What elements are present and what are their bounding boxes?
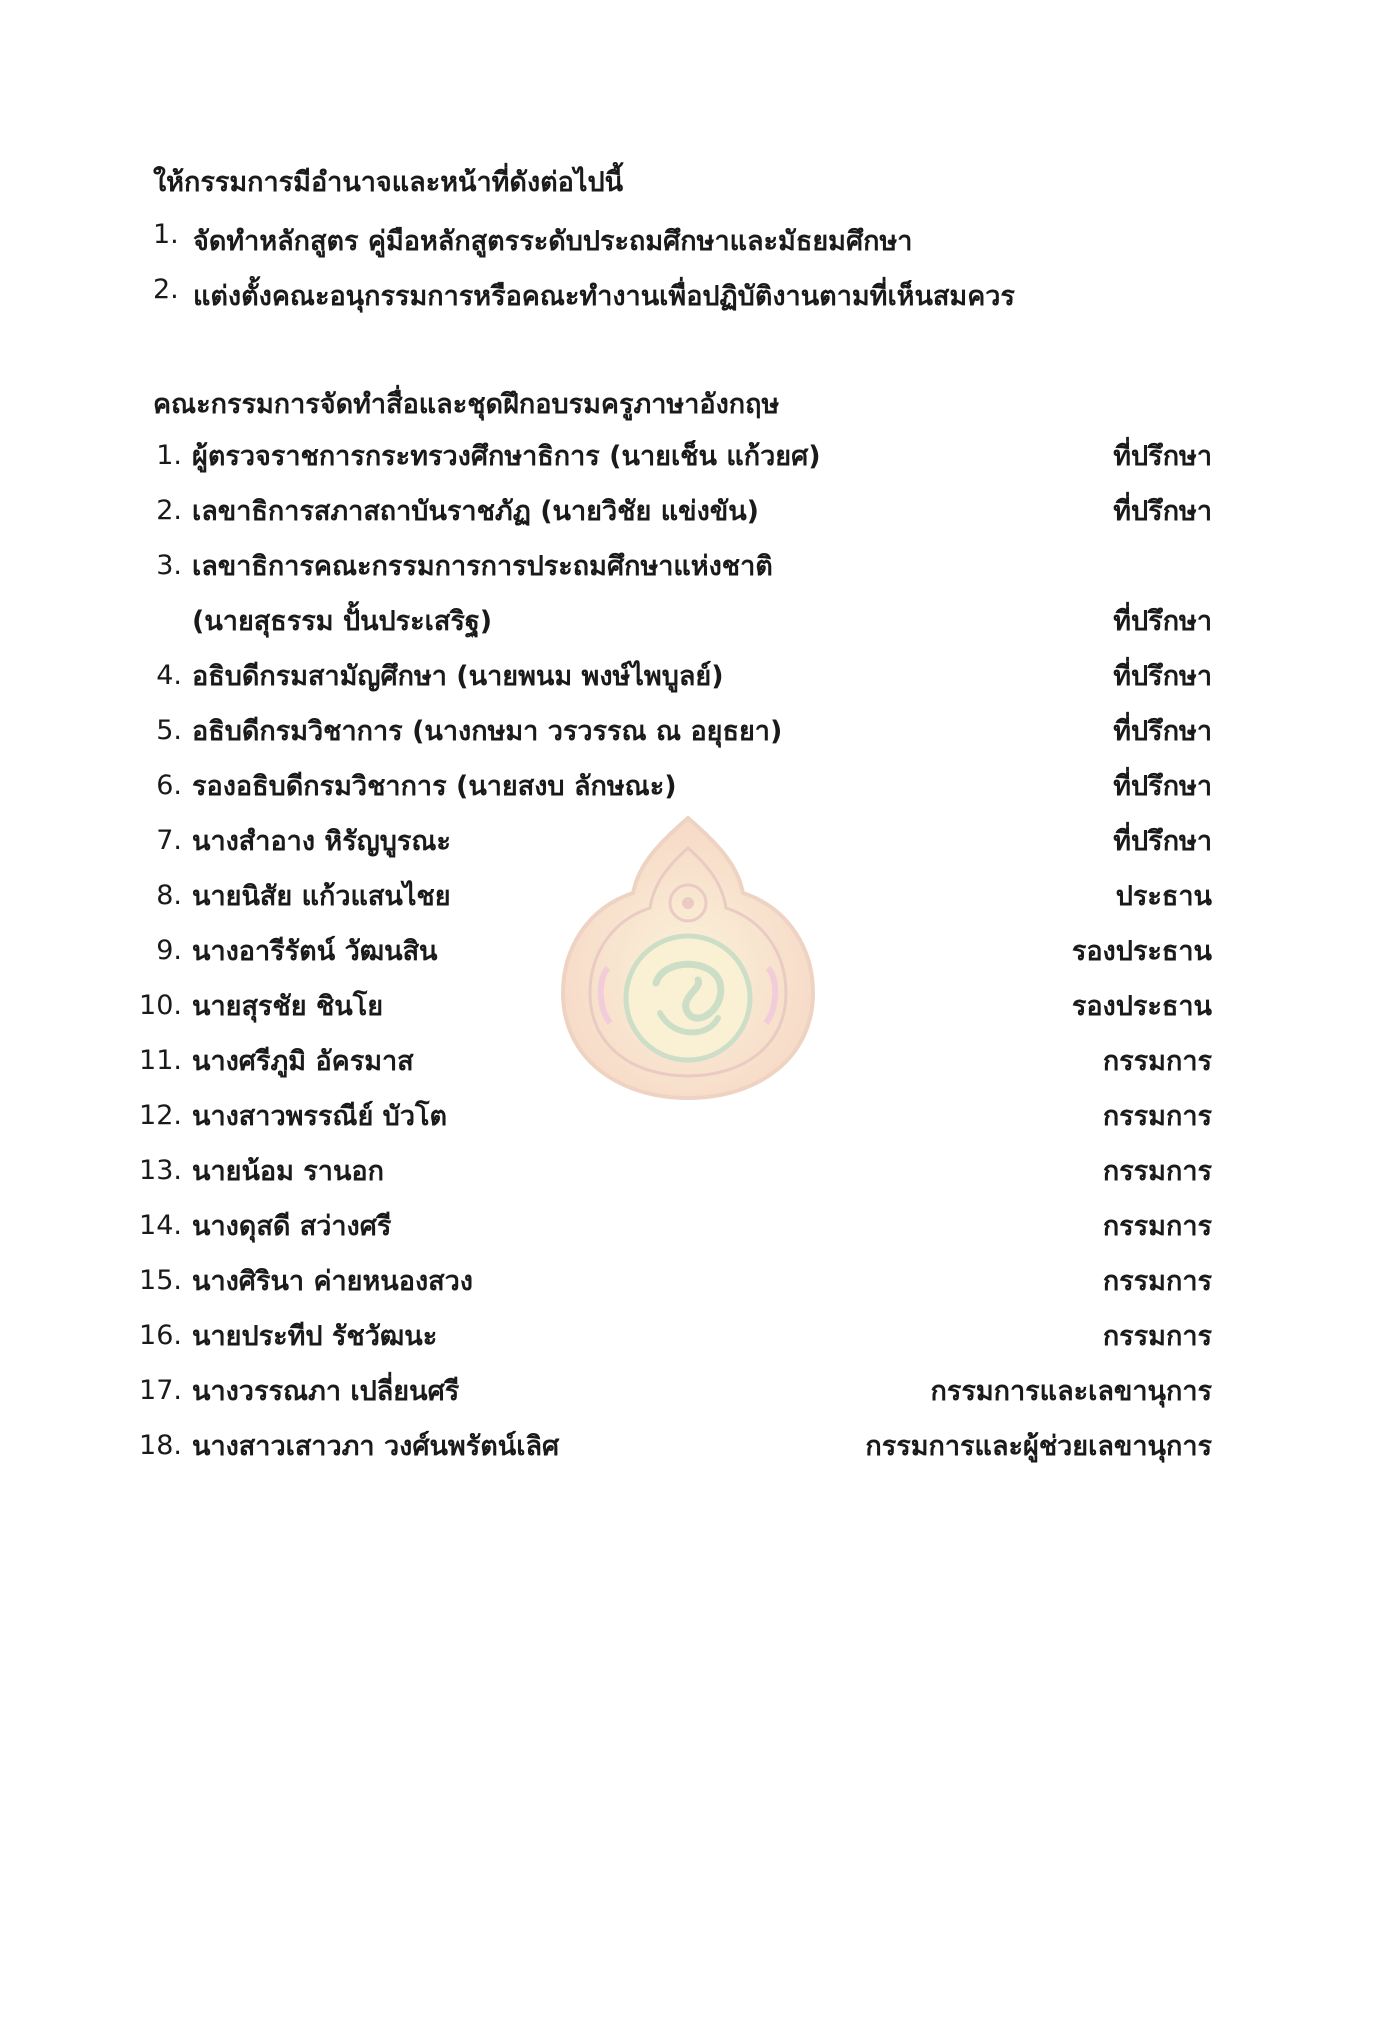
member-row — [130, 1315, 1212, 1355]
member-number: 14. — [139, 1209, 182, 1241]
member-name: อธิบดีกรมสามัญศึกษา (นายพนม พงษ์ไพบูลย์) — [192, 660, 724, 692]
member-role: กรรมการ — [1102, 1320, 1212, 1352]
member-number: 17. — [139, 1374, 182, 1406]
member-number: 9. — [156, 934, 182, 966]
member-name: นางศิรินา ค่ายหนองสวง — [192, 1265, 473, 1297]
member-row — [130, 1150, 1212, 1190]
member-name: นายสุรชัย ชินโย — [192, 990, 384, 1022]
member-number: 3. — [156, 549, 182, 581]
member-row — [130, 655, 1212, 695]
member-name: อธิบดีกรมวิชาการ (นางกษมา วรวรรณ ณ อยุธยา) — [192, 715, 783, 747]
member-role: ที่ปรึกษา — [1113, 715, 1212, 747]
member-role: รองประธาน — [1071, 935, 1212, 967]
member-row — [130, 765, 1212, 805]
member-role: กรรมการและผู้ช่วยเลขานุการ — [865, 1430, 1212, 1462]
member-row — [130, 820, 1212, 860]
member-name: เลขาธิการสภาสถาบันราชภัฏ (นายวิชัย แข่งขัน) — [192, 495, 759, 527]
member-role: ที่ปรึกษา — [1113, 440, 1212, 472]
member-role: ประธาน — [1115, 880, 1212, 912]
member-number: 6. — [156, 769, 182, 801]
member-name: นางสำอาง หิรัญบูรณะ — [192, 825, 451, 857]
member-number: 2. — [156, 494, 182, 526]
member-number: 15. — [139, 1264, 182, 1296]
member-row — [130, 875, 1212, 915]
duties-heading: ให้กรรมการมีอำนาจและหน้าที่ดังต่อไปนี้ — [153, 167, 624, 198]
member-row — [130, 545, 1212, 585]
member-role: รองประธาน — [1071, 990, 1212, 1022]
member-name: นายนิสัย แก้วแสนไชย — [192, 880, 451, 912]
member-role: กรรมการ — [1102, 1045, 1212, 1077]
member-number: 1. — [156, 439, 182, 471]
member-role: กรรมการ — [1102, 1100, 1212, 1132]
member-row — [130, 435, 1212, 475]
member-row — [130, 1260, 1212, 1300]
member-number: 4. — [156, 659, 182, 691]
member-row — [130, 710, 1212, 750]
member-name: นายน้อม รานอก — [192, 1155, 384, 1187]
member-role: กรรมการ — [1102, 1210, 1212, 1242]
member-row-continuation — [130, 600, 1212, 640]
duty-text: แต่งตั้งคณะอนุกรรมการหรือคณะทำงานเพื่อปฏิบัติงานตามที่เห็นสมควร — [193, 281, 1015, 312]
member-role: กรรมการ — [1102, 1155, 1212, 1187]
member-row — [130, 1425, 1212, 1465]
member-row — [130, 1205, 1212, 1245]
member-number: 18. — [139, 1429, 182, 1461]
member-number: 11. — [139, 1044, 182, 1076]
member-number: 13. — [139, 1154, 182, 1186]
member-role: กรรมการและเลขานุการ — [930, 1375, 1212, 1407]
member-name: นายประทีป รัชวัฒนะ — [192, 1320, 438, 1352]
committee-heading: คณะกรรมการจัดทำสื่อและชุดฝึกอบรมครูภาษาอังกฤษ — [153, 389, 780, 420]
member-name: นางสาวพรรณีย์ บัวโต — [192, 1100, 448, 1132]
member-role: ที่ปรึกษา — [1113, 770, 1212, 802]
member-row — [130, 930, 1212, 970]
member-name: รองอธิบดีกรมวิชาการ (นายสงบ ลักษณะ) — [192, 770, 677, 802]
member-role: ที่ปรึกษา — [1113, 825, 1212, 857]
member-number: 8. — [156, 879, 182, 911]
member-number: 7. — [156, 824, 182, 856]
member-row — [130, 1040, 1212, 1080]
member-row — [130, 1370, 1212, 1410]
duty-text: จัดทำหลักสูตร คู่มือหลักสูตรระดับประถมศึกษาและมัธยมศึกษา — [193, 226, 913, 257]
member-number: 5. — [156, 714, 182, 746]
member-row — [130, 1095, 1212, 1135]
member-role: กรรมการ — [1102, 1265, 1212, 1297]
member-name: ผู้ตรวจราชการกระทรวงศึกษาธิการ (นายเช็น แก้วยศ) — [192, 440, 821, 472]
member-number: 16. — [139, 1319, 182, 1351]
member-number: 12. — [139, 1099, 182, 1131]
member-name: เลขาธิการคณะกรรมการการประถมศึกษาแห่งชาติ — [192, 550, 773, 582]
member-role: ที่ปรึกษา — [1113, 605, 1212, 637]
member-role: ที่ปรึกษา — [1113, 660, 1212, 692]
duty-item — [153, 219, 912, 262]
duty-number: 2. — [153, 274, 179, 305]
member-name: นางดุสดี สว่างศรี — [192, 1210, 392, 1242]
member-name: นางศรีภูมิ อัครมาส — [192, 1045, 414, 1077]
duty-item — [153, 274, 1015, 317]
member-name: (นายสุธรรม ปั้นประเสริฐ) — [192, 605, 493, 637]
member-name: นางสาวเสาวภา วงศ์นพรัตน์เลิศ — [192, 1430, 560, 1462]
duty-number: 1. — [153, 219, 179, 250]
member-role: ที่ปรึกษา — [1113, 495, 1212, 527]
member-name: นางวรรณภา เปลี่ยนศรี — [192, 1375, 460, 1407]
member-row — [130, 985, 1212, 1025]
member-name: นางอารีรัตน์ วัฒนสิน — [192, 935, 438, 967]
member-row — [130, 490, 1212, 530]
member-number: 10. — [139, 989, 182, 1021]
